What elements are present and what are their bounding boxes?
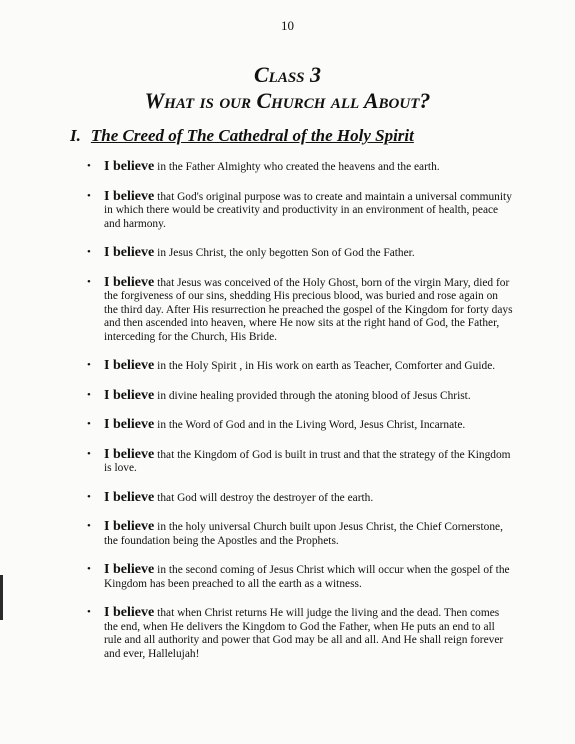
item-text: in the holy universal Church built upon Jesus Christ, the Chief Cornerstone, the foundation being the Apostles and the Prophets. xyxy=(104,521,503,547)
creed-list xyxy=(84,160,514,661)
class-title xyxy=(0,62,575,114)
list-item xyxy=(84,389,514,404)
item-lead: I believe xyxy=(104,358,155,373)
list-item xyxy=(84,246,514,261)
list-item xyxy=(84,276,514,345)
bullet-icon: • xyxy=(87,275,91,288)
item-text: in Jesus Christ, the only begotten Son of God the Father. xyxy=(157,247,415,259)
bullet-icon: • xyxy=(87,388,91,401)
page-number: 10 xyxy=(281,18,294,33)
item-text: in the Holy Spirit , in His work on earth as Teacher, Comforter and Guide. xyxy=(157,360,496,372)
item-text: in the Father Almighty who created the heavens and the earth. xyxy=(157,161,440,173)
item-lead: I believe xyxy=(104,446,155,462)
bullet-icon: • xyxy=(87,520,91,532)
item-lead: I believe xyxy=(104,188,155,204)
class-title-line-2: What is our Church all About? xyxy=(144,88,431,113)
section-heading xyxy=(70,126,414,146)
item-text: that Jesus was conceived of the Holy Ghost, born of the virgin Mary, died for the forgiveness of our sins, shedding His precious blood, was buried and rose again on the third day. After His resurrection he preached the gospel of the Kingdom for forty days and then ascended into heaven, where He now sits at the right hand of God, the Father, interceding for the Church, His Bride. xyxy=(104,276,513,343)
list-item xyxy=(84,448,514,476)
list-item xyxy=(84,160,514,175)
item-text: that God's original purpose was to create and maintain a universal community in which there would be creativity and productivity in an environment of health, peace and harmony. xyxy=(104,190,512,230)
item-text: in the Word of God and in the Living Word, Jesus Christ, Incarnate. xyxy=(157,419,466,431)
bullet-icon: • xyxy=(87,606,91,618)
item-text: that when Christ returns He will judge the living and the dead. Then comes the end, when He delivers the Kingdom to God the Father, when He puts an end to all rule and all authority and power that God may be all and all. And He shall reign forever and ever, Hallelujah! xyxy=(104,607,504,660)
bullet-icon: • xyxy=(87,160,91,172)
bullet-icon: • xyxy=(87,447,91,460)
list-item xyxy=(84,491,514,506)
bullet-icon: • xyxy=(87,359,91,371)
list-item xyxy=(84,190,514,232)
bullet-icon: • xyxy=(87,189,91,202)
class-title-line-1: Class 3 xyxy=(253,62,322,87)
item-lead: I believe xyxy=(104,159,155,174)
item-text: in divine healing provided through the atoning blood of Jesus Christ. xyxy=(157,389,471,402)
list-item xyxy=(84,563,514,591)
list-item xyxy=(84,606,514,661)
item-lead: I believe xyxy=(104,417,155,432)
bullet-icon: • xyxy=(87,490,91,503)
section-number: I. xyxy=(70,126,81,145)
item-lead: I believe xyxy=(104,605,155,620)
item-text: that God will destroy the destroyer of the earth. xyxy=(157,491,374,504)
list-item xyxy=(84,520,514,548)
list-item xyxy=(84,359,514,374)
bullet-icon: • xyxy=(87,563,91,575)
item-lead: I believe xyxy=(104,489,155,505)
item-text: that the Kingdom of God is built in trust and that the strategy of the Kingdom is love. xyxy=(104,448,511,474)
scan-edge-mark xyxy=(0,575,3,620)
bullet-icon: • xyxy=(87,418,91,430)
item-text: in the second coming of Jesus Christ which will occur when the gospel of the Kingdom has been preached to all the earth as a witness. xyxy=(104,564,510,590)
item-lead: I believe xyxy=(104,519,155,534)
item-lead: I believe xyxy=(104,562,155,577)
section-title: The Creed of The Cathedral of the Holy Spirit xyxy=(90,126,414,145)
bullet-icon: • xyxy=(87,246,91,258)
item-lead: I believe xyxy=(104,274,155,290)
item-lead: I believe xyxy=(104,387,155,403)
item-lead: I believe xyxy=(104,245,155,260)
list-item xyxy=(84,418,514,433)
